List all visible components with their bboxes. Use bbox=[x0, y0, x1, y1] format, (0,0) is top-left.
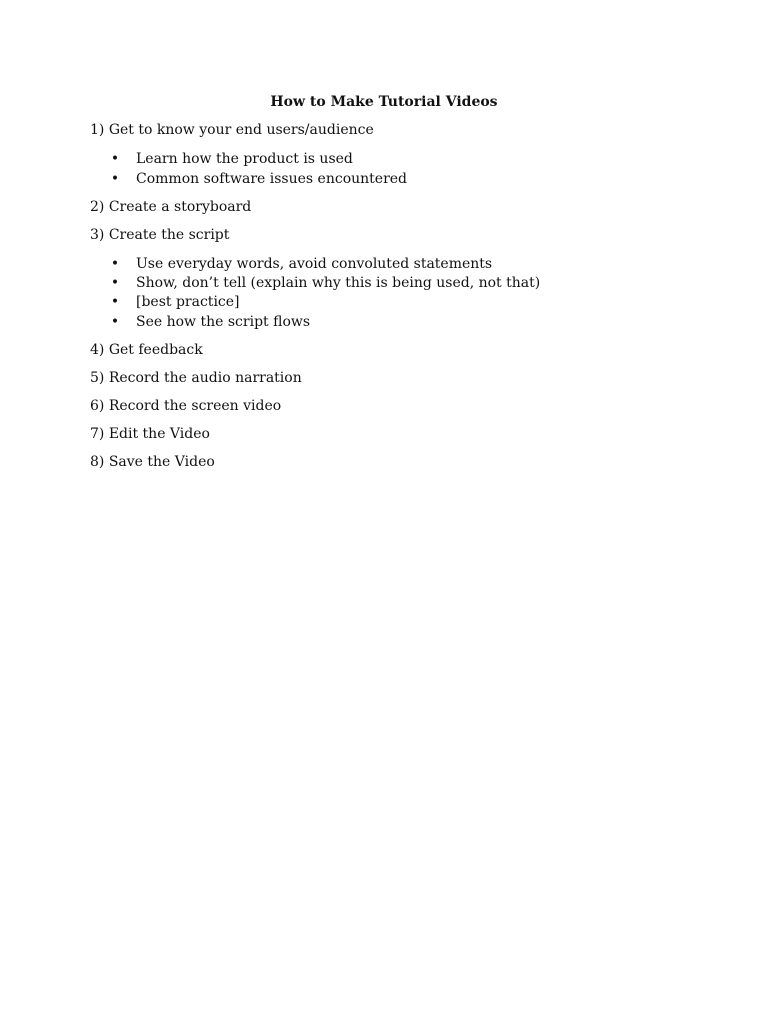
bullet-icon: • bbox=[110, 314, 120, 330]
bullet-icon: • bbox=[110, 151, 120, 167]
bullet-text: See how the script flows bbox=[136, 314, 311, 330]
step-1: 1) Get to know your end users/audience bbox=[90, 122, 374, 138]
step-5: 5) Record the audio narration bbox=[90, 370, 302, 386]
bullet-icon: • bbox=[110, 256, 120, 272]
step-8: 8) Save the Video bbox=[90, 454, 215, 470]
bullet-icon: • bbox=[110, 171, 120, 187]
document-title: How to Make Tutorial Videos bbox=[270, 94, 498, 110]
bullet-icon: • bbox=[110, 294, 120, 310]
bullet-text: [best practice] bbox=[136, 294, 240, 310]
step-6: 6) Record the screen video bbox=[90, 398, 282, 414]
bullet-text: Show, don’t tell (explain why this is being used, not that) bbox=[136, 275, 541, 291]
step-7: 7) Edit the Video bbox=[90, 426, 210, 442]
step-4: 4) Get feedback bbox=[90, 342, 203, 358]
step-3: 3) Create the script bbox=[90, 227, 230, 243]
bullet-text: Use everyday words, avoid convoluted statements bbox=[136, 256, 493, 272]
bullet-text: Common software issues encountered bbox=[136, 171, 408, 187]
bullet-icon: • bbox=[110, 275, 120, 291]
step-2: 2) Create a storyboard bbox=[90, 199, 252, 215]
bullet-text: Learn how the product is used bbox=[136, 151, 353, 167]
